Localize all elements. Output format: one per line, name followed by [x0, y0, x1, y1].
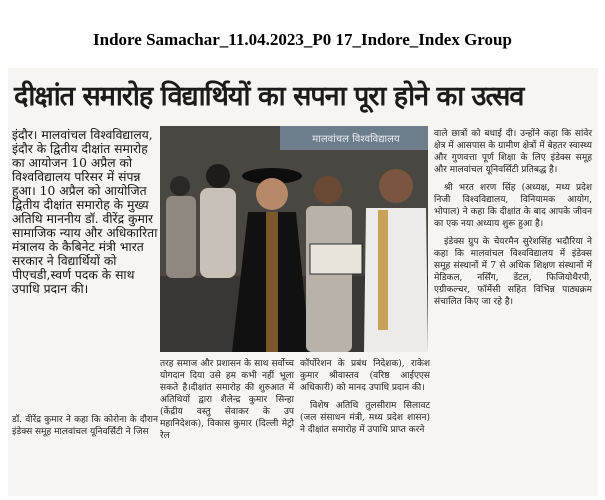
paragraph: इंडेक्स ग्रुप के चेयरमैन सुरेशसिंह भदौरिया ने कहा कि मालवांचल विश्वविद्यालय में इंडेक्स समूह संस्थानों में 7 से अधिक शिक्षण संस्थानों में मेडिकल, नर्सिंग, डेंटल, फिजियोथैरपी, एग्रीकल्चर, फॉर्मेसी सहित विभिन्न पाठ्यक्रम संचालित किए जा रहे है।	[434, 237, 592, 307]
article-column-3	[300, 358, 430, 442]
official-head	[314, 176, 342, 204]
paragraph: तरह समाज और प्रशासन के साथ सर्वोच्च योगदान दिया उसे हम कभी नहीं भूला सकते है।दीक्षांत समारोह की शुरुआत में अतिथियों द्वारा शैलेन्द्र कुमार सिन्हा (केंद्रीय वस्तु सेवाकर के उप महानिदेशक), विकास कुमार (दिल्ली मेट्रो रेल	[160, 359, 294, 441]
paragraph: विशेष अतिथि तुलसीराम सिलावट (जल संसाधन मंत्री, मध्य प्रदेश शासन) ने दीक्षांत समारोह में उपाधि प्राप्त करने	[300, 401, 430, 435]
audience-body	[200, 188, 236, 278]
photo-illustration	[160, 126, 428, 352]
article-lead-continuation: डॉ. वीरेंद्र कुमार ने कहा कि कोरोना के दौरान इंडेक्स समूह मालवांचल यूनिवर्सिटी ने जिस	[12, 415, 158, 437]
audience-body	[166, 196, 196, 278]
chief-guest-kurta	[364, 208, 428, 352]
article-headline: दीक्षांत समारोह विद्यार्थियों का सपना पूरा होने का उत्सव	[14, 81, 524, 112]
audience-head	[206, 164, 230, 188]
paragraph: श्री भरत शरण सिंह (अध्यक्ष, मध्य प्रदेश निजी विश्वविद्यालय, विनियामक आयोग, भोपाल) ने कहा कि दीक्षांत के बाद आपके जीवन का एक नया अध्याय शुरू हुआ है।	[434, 183, 592, 229]
newspaper-clipping	[8, 68, 598, 496]
chief-guest-head	[379, 169, 413, 203]
gown-stole	[266, 212, 278, 352]
article-photo	[160, 126, 428, 352]
article-column-2	[160, 358, 294, 448]
article-lead: इंदौर। मालवांचल विश्वविद्यालय, इंदौर के द्वितीय दीक्षांत समारोह का आयोजन 10 अप्रैल को विश्वविद्यालय परिसर में संपन्न हुआ। 10 अप्रैल को आयोजित द्वितीय दीक्षांत समारोह के मुख्य अतिथि माननीय डॉ. वीरेंद्र कुमार सामाजिक न्याय और अधिकारिता मंत्रालय के कैबिनेट मंत्री भारत सरकार ने विद्यार्थियों को पीएचडी,स्वर्ण पदक के साथ उपाधि प्रदान की।	[12, 128, 158, 296]
paragraph: वाले छात्रों को बधाई दी। उन्होंने कहा कि सांवेर क्षेत्र में आसपास के ग्रामीण क्षेत्रों में बेहतर स्वास्थ्य और गुणवत्ता पूर्ण शिक्षा के लिए इंडेक्स समूह और मालवांचल यूनिवर्सिटी प्रतिबद्ध है।	[434, 129, 592, 175]
audience-head	[170, 176, 190, 196]
photo-banner-text: मालवांचल विश्वविद्यालय	[312, 134, 400, 145]
official-body	[306, 206, 352, 352]
paragraph: कॉर्पोरेशन के प्रबंध निदेशक), राकेश कुमार श्रीवास्तव (वरिष्ठ आईएएस अधिकारी) को मानद उपाधि प्रदान की।	[300, 359, 430, 393]
chief-guest-shawl	[378, 210, 388, 330]
student-face	[256, 178, 288, 210]
page-caption: Indore Samachar_11.04.2023_P0 17_Indore_Index Group	[93, 30, 512, 49]
article-column-4	[434, 128, 592, 314]
certificate	[310, 244, 362, 274]
